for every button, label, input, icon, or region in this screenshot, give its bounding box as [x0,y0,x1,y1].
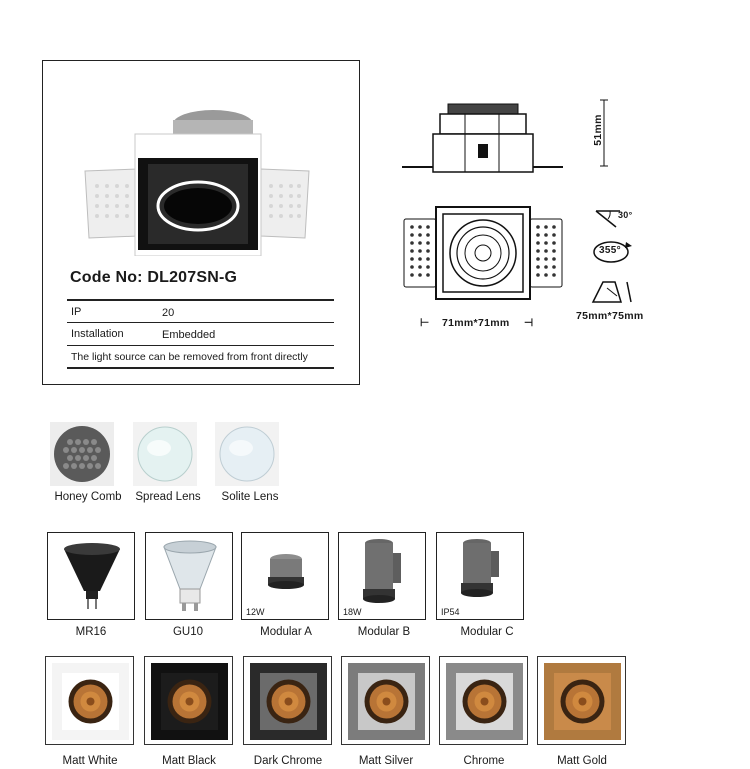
light-source-label: GU10 [172,626,204,638]
light-source-modular-b [338,532,426,620]
spec-table [67,299,334,369]
spec-value: 20 [162,307,175,319]
accessory-label: Honey Comb [54,491,122,503]
light-source-modular-c [436,532,524,620]
mr16-bulb-icon [48,533,135,620]
finish-label: Matt Gold [557,755,607,767]
light-source-watt: 12W [246,607,265,617]
finish-label: Chrome [463,755,505,767]
cutout-label: 71mm*71mm [442,317,510,329]
finish-swatch [243,656,332,745]
top-view-drawing [402,205,564,301]
light-source-gu10 [145,532,233,620]
finish-label: Matt White [62,755,118,767]
honey-comb-image [50,422,114,486]
accessory-label: Spread Lens [135,491,201,503]
finish-label: Matt Silver [358,755,414,767]
finish-swatch-image [46,657,135,746]
finish-swatch-image [145,657,234,746]
light-source-watt: IP54 [441,607,460,617]
gu10-bulb-icon [146,533,233,620]
rotation-label: 355° [599,245,621,256]
solite-lens-image [215,422,279,486]
spec-value: Embedded [162,329,216,341]
finish-swatch [45,656,134,745]
spec-row-installation [67,322,334,345]
tilt-label: 30° [618,210,633,220]
finish-label: Matt Black [162,755,216,767]
outer-size-icon [591,280,633,304]
finish-swatch [144,656,233,745]
finish-swatch [341,656,430,745]
height-dimension [591,98,620,168]
product-photo [83,96,313,256]
light-source-label: Modular B [357,626,411,638]
spec-note-row [67,345,334,369]
light-source-label: MR16 [75,626,107,638]
height-label: 51mm [591,114,604,146]
spec-card [42,60,360,385]
light-source-label: Modular A [260,626,312,638]
spread-lens-image [133,422,197,486]
finish-swatch-image [440,657,529,746]
finish-label: Dark Chrome [253,755,323,767]
spec-note: The light source can be removed from front directly [71,351,308,363]
product-code: Code No: DL207SN-G [70,269,238,286]
light-source-mr16 [47,532,135,620]
spec-key: IP [71,306,82,318]
finish-swatch [537,656,626,745]
spec-row-ip [67,299,334,322]
finish-swatch-image [538,657,627,746]
light-source-watt: 18W [343,607,362,617]
finish-swatch [439,656,528,745]
side-view-drawing [400,100,565,175]
light-source-modular-a [241,532,329,620]
finish-swatch-image [244,657,333,746]
finish-swatch-image [342,657,431,746]
spec-key: Installation [71,328,124,340]
outer-size-label: 75mm*75mm [576,310,644,322]
light-source-label: Modular C [460,626,514,638]
accessory-label: Solite Lens [221,491,279,503]
